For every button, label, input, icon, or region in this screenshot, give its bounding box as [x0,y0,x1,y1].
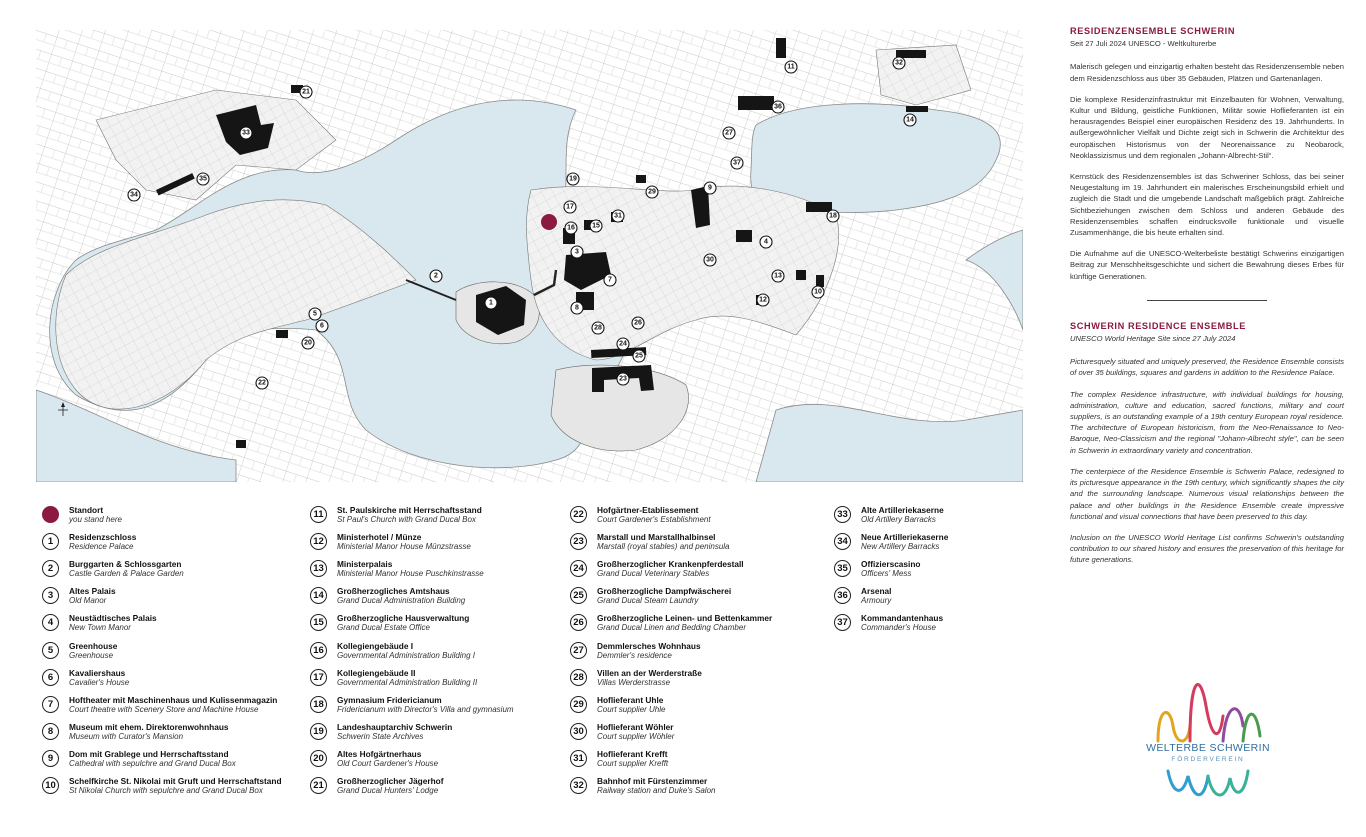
legend-number: 25 [570,587,587,604]
legend-subtitle: you stand here [69,515,122,524]
svg-text:24: 24 [619,340,627,348]
legend-title: Greenhouse [69,641,118,651]
svg-text:27: 27 [725,129,733,137]
legend-subtitle: Ministerial Manor House Puschkinstrasse [337,569,484,578]
map-marker-13[interactable] [772,270,784,282]
legend-subtitle: Armoury [861,596,892,605]
legend-item-standort [42,505,302,531]
legend-title: Arsenal [861,586,892,596]
city-map[interactable] [36,30,1023,482]
legend-subtitle: Commander's House [861,623,936,632]
map-marker-30[interactable] [704,254,716,266]
legend-number: 5 [42,642,59,659]
map-marker-31[interactable] [612,210,624,222]
legend-title: Hoflieferant Uhle [597,695,664,705]
legend-title: Hoflieferant Krefft [597,749,668,759]
legend-number: 15 [310,614,327,631]
map-marker-27[interactable] [723,127,735,139]
legend-subtitle: Court supplier Wöhler [597,732,675,741]
german-text [1070,26,1344,282]
legend-item-32 [570,776,830,802]
legend-number: 12 [310,533,327,550]
logo-arches-icon [1128,666,1288,816]
legend-subtitle: Governmental Administration Building I [337,651,475,660]
legend-item-1 [42,532,302,558]
svg-text:5: 5 [313,310,317,318]
map-marker-15[interactable] [590,220,602,232]
legend-item-3 [42,586,302,612]
legend-item-5 [42,641,302,667]
paragraph-de-2: Die komplexe Residenzinfrastruktur mit Einzelbauten für Wohnen, Verwaltung, Kultur und Bildung, geistliche Funktionen, Militär sowie Hoflieferanten ist ein herausragendes Beispiel einer europäischen Residenz des 19. Jahrhunderts. In außergewöhnlicher Vielfalt und Dichte zeigt sich in Schwerin die Architektur des europäischen Historismus von der Neorenaissance zu Neobarock, Neoklassizismus und dem regionalen „Johann-Albrecht-Stil“. [1070,94,1344,160]
legend-item-15 [310,613,570,639]
svg-text:25: 25 [635,352,643,360]
svg-text:22: 22 [258,379,266,387]
logo-title: WELTERBE SCHWERIN [1146,742,1270,754]
standort-marker [541,214,557,230]
legend-title: Hoftheater mit Maschinenhaus und Kulissenmagazin [69,695,278,705]
legend-number: 2 [42,560,59,577]
map-marker-36[interactable] [772,101,784,113]
svg-text:14: 14 [906,116,914,124]
legend-number: 14 [310,587,327,604]
legend-title: Standort [69,505,104,515]
legend-item-12 [310,532,570,558]
legend-number: 22 [570,506,587,523]
map-marker-23[interactable] [617,373,629,385]
map-marker-28[interactable] [592,322,604,334]
svg-text:6: 6 [320,322,324,330]
legend-subtitle: Cavalier's House [69,678,130,687]
legend-title: Villen an der Werderstraße [597,668,702,678]
legend-subtitle: St Nikolai Church with sepulchre and Grand Ducal Box [69,786,263,795]
legend-number: 1 [42,533,59,550]
map-marker-7[interactable] [604,274,616,286]
legend-number: 29 [570,696,587,713]
legend-item-27 [570,641,830,667]
legend-title: Bahnhof mit Fürstenzimmer [597,776,708,786]
legend-item-33 [834,505,1094,531]
legend-title: Schelfkirche St. Nikolai mit Gruft und Herrschaftstand [69,776,282,786]
legend-subtitle: Governmental Administration Building II [337,678,478,687]
svg-text:13: 13 [774,272,782,280]
legend-title: Hofgärtner-Etablissement [597,505,699,515]
legend-title: Altes Palais [69,586,116,596]
map-canvas [36,30,1023,482]
svg-text:4: 4 [764,238,768,246]
legend-subtitle: Old Court Gardener's House [337,759,439,768]
svg-text:33: 33 [242,129,250,137]
map-marker-34[interactable] [128,189,140,201]
legend-number: 13 [310,560,327,577]
legend-number: 3 [42,587,59,604]
legend-number: 7 [42,696,59,713]
heading-de: RESIDENZENSEMBLE SCHWERIN [1070,26,1236,36]
legend-subtitle: Cathedral with sepulchre and Grand Ducal Box [69,759,236,768]
legend-title: Großherzogliche Hausverwaltung [337,613,470,623]
legend-subtitle: Old Manor [69,596,107,605]
map-marker-6[interactable] [316,320,328,332]
legend-title: Museum mit ehem. Direktorenwohnhaus [69,722,229,732]
map-marker-8[interactable] [571,302,583,314]
legend-subtitle: Grand Ducal Linen and Bedding Chamber [597,623,746,632]
legend-title: Großherzogliche Leinen- und Bettenkammer [597,613,773,623]
svg-text:34: 34 [130,191,138,199]
legend-number: 10 [42,777,59,794]
legend-title: Marstall und Marstallhalbinsel [597,532,716,542]
map-marker-5[interactable] [309,308,321,320]
svg-text:29: 29 [648,188,656,196]
legend-item-36 [834,586,1094,612]
legend-item-35 [834,559,1094,585]
legend-title: Großherzogliches Amtshaus [337,586,450,596]
legend-subtitle: Fridericianum with Director's Villa and gymnasium [337,705,514,714]
map-marker-20[interactable] [302,337,314,349]
legend [42,505,1042,805]
legend-subtitle: Demmler's residence [597,651,672,660]
svg-text:36: 36 [774,103,782,111]
svg-text:8: 8 [575,304,579,312]
legend-item-2 [42,559,302,585]
heading-en: SCHWERIN RESIDENCE ENSEMBLE [1070,320,1246,331]
legend-number: 34 [834,533,851,550]
legend-number: 35 [834,560,851,577]
legend-title: Landeshauptarchiv Schwerin [337,722,453,732]
legend-number: 21 [310,777,327,794]
legend-number: 30 [570,723,587,740]
legend-subtitle: Grand Ducal Estate Office [337,623,430,632]
map-marker-11[interactable] [785,61,797,73]
legend-item-19 [310,722,570,748]
svg-text:35: 35 [199,175,207,183]
legend-title: Ministerhotel / Münze [337,532,422,542]
svg-text:16: 16 [567,224,575,232]
paragraph-en-4: Inclusion on the UNESCO World Heritage List confirms Schwerin's outstanding contribution to our shared history and ensures the preservation of this heritage for future generations. [1070,532,1344,565]
legend-title: Kommandantenhaus [861,613,944,623]
svg-text:9: 9 [708,184,712,192]
legend-title: Offizierscasino [861,559,921,569]
legend-title: Hoflieferant Wöhler [597,722,674,732]
svg-text:12: 12 [759,296,767,304]
paragraph-de-1: Malerisch gelegen und einzigartig erhalten besteht das Residenzensemble neben dem Residenzschloss aus über 35 Gebäuden, Plätzen und Gartenanlagen. [1070,62,1344,83]
map-marker-32[interactable] [893,57,905,69]
legend-item-30 [570,722,830,748]
legend-number: 26 [570,614,587,631]
legend-title: St. Paulskirche mit Herrschaftsstand [337,505,482,515]
svg-text:32: 32 [895,59,903,67]
paragraph-en-2: The complex Residence infrastructure, with individual buildings for housing, administration, culture and education, sacred functions, military and court suppliers, is an outstanding example of a 19th century European royal residence. The architecture of European historicism, from the Neo-Renaissance to Neo-Baroque, Neo-Classicism and the regional "Johann-Albrecht style", can be seen in Schwerin in extraordinary variety and concentration. [1070,389,1344,455]
legend-item-9 [42,749,302,775]
legend-subtitle: Grand Ducal Veterinary Stables [597,569,710,578]
paragraph-en-3: The centerpiece of the Residence Ensemble is Schwerin Palace, redesigned to its picturesque appearance in the 19th century, which significantly shapes the city and the surrounding landscape. Numerous visual relationships between the palace and other buildings in the Residence Ensemble create impressive functional and visual connections that have been preserved to this day. [1070,466,1344,521]
english-text [1070,321,1344,566]
legend-subtitle: Grand Ducal Hunters' Lodge [337,786,439,795]
svg-text:19: 19 [569,175,577,183]
legend-item-21 [310,776,570,802]
paragraph-en-1: Picturesquely situated and uniquely preserved, the Residence Ensemble consists of over 35 buildings, squares and gardens in addition to the Residence Palace. [1070,357,1344,378]
legend-number: 32 [570,777,587,794]
legend-item-16 [310,641,570,667]
legend-item-8 [42,722,302,748]
map-marker-14[interactable] [904,114,916,126]
svg-text:2: 2 [434,272,438,280]
welterbe-logo [1128,666,1288,816]
map-marker-3[interactable] [571,246,583,258]
legend-subtitle: Villas Werderstrasse [597,678,671,687]
legend-subtitle: Castle Garden & Palace Garden [69,569,184,578]
legend-subtitle: Greenhouse [69,651,114,660]
svg-text:7: 7 [608,276,612,284]
svg-text:30: 30 [706,256,714,264]
legend-number: 19 [310,723,327,740]
legend-subtitle: St Paul's Church with Grand Ducal Box [337,515,476,524]
legend-title: Burggarten & Schlossgarten [69,559,182,569]
legend-title: Residenzschloss [69,532,137,542]
legend-item-37 [834,613,1094,639]
svg-text:17: 17 [566,203,574,211]
legend-subtitle: Residence Palace [69,542,134,551]
legend-subtitle: New Artillery Barracks [861,542,940,551]
legend-number: 11 [310,506,327,523]
legend-title: Kollegiengebäude I [337,641,414,651]
legend-item-22 [570,505,830,531]
map-marker-4[interactable] [760,236,772,248]
legend-number: 28 [570,669,587,686]
legend-item-20 [310,749,570,775]
legend-subtitle: Court Gardener's Establishment [597,515,711,524]
legend-item-25 [570,586,830,612]
svg-text:1: 1 [489,299,493,307]
legend-title: Dom mit Grablege und Herrschaftsstand [69,749,229,759]
subheading-de: Seit 27 Juli 2024 UNESCO - Weltkulturerbe [1070,39,1217,49]
legend-number: 27 [570,642,587,659]
map-marker-37[interactable] [731,157,743,169]
legend-number: 16 [310,642,327,659]
legend-number: 6 [42,669,59,686]
map-marker-12[interactable] [757,294,769,306]
legend-item-34 [834,532,1094,558]
map-marker-35[interactable] [197,173,209,185]
legend-title: Großherzogliche Dampfwäscherei [597,586,732,596]
map-marker-24[interactable] [617,338,629,350]
legend-item-26 [570,613,830,639]
legend-title: Neustädtisches Palais [69,613,157,623]
svg-text:3: 3 [575,248,579,256]
legend-item-6 [42,668,302,694]
legend-title: Ministerpalais [337,559,393,569]
legend-number: 18 [310,696,327,713]
legend-item-29 [570,695,830,721]
legend-number: 9 [42,750,59,767]
legend-title: Kavaliershaus [69,668,126,678]
legend-number: 24 [570,560,587,577]
legend-item-4 [42,613,302,639]
map-marker-17[interactable] [564,201,576,213]
legend-number: 37 [834,614,851,631]
svg-text:21: 21 [302,88,310,96]
legend-subtitle: Ministerial Manor House Münzstrasse [337,542,471,551]
legend-title: Alte Artilleriekaserne [861,505,944,515]
legend-subtitle: Officers' Mess [861,569,912,578]
legend-subtitle: Marstall (royal stables) and peninsula [597,542,730,551]
legend-title: Kollegiengebäude II [337,668,416,678]
svg-text:28: 28 [594,324,602,332]
legend-item-23 [570,532,830,558]
map-marker-9[interactable] [704,182,716,194]
svg-text:23: 23 [619,375,627,383]
legend-item-28 [570,668,830,694]
map-marker-16[interactable] [565,222,577,234]
map-marker-25[interactable] [633,350,645,362]
map-marker-1[interactable] [485,297,497,309]
paragraph-de-3: Kernstück des Residenzensembles ist das Schweriner Schloss, das bei seiner Neugestaltung im 19. Jahrhundert ein malerisches Erscheinungsbild erhielt und zugleich die Stadt und die umgebende Landschaft maßgeblich prägt. Zahlreiche Sichtbeziehungen zwischen dem Schloss und anderen Gebäude des Residenzensembles schaffen eindrucksvolle funktionale und visuelle Zusammenhänge, die bis heute erhalten sind. [1070,172,1344,238]
legend-subtitle: Museum with Curator's Mansion [69,732,184,741]
map-marker-21[interactable] [300,86,312,98]
legend-subtitle: Old Artillery Barracks [861,515,936,524]
map-marker-26[interactable] [632,317,644,329]
map-marker-2[interactable] [430,270,442,282]
svg-text:10: 10 [814,288,822,296]
map-marker-29[interactable] [646,186,658,198]
svg-text:15: 15 [592,222,600,230]
legend-number: 31 [570,750,587,767]
svg-text:31: 31 [614,212,622,220]
legend-subtitle: Schwerin State Archives [337,732,424,741]
legend-subtitle: Railway station and Duke's Salon [597,786,716,795]
legend-item-17 [310,668,570,694]
legend-number: 23 [570,533,587,550]
legend-item-7 [42,695,302,721]
legend-number: 33 [834,506,851,523]
legend-number: 17 [310,669,327,686]
map-marker-18[interactable] [827,210,839,222]
svg-text:11: 11 [787,63,795,71]
legend-item-18 [310,695,570,721]
legend-title: Gymnasium Fridericianum [337,695,442,705]
legend-item-13 [310,559,570,585]
legend-number: 36 [834,587,851,604]
legend-title: Großherzoglicher Jägerhof [337,776,444,786]
map-marker-22[interactable] [256,377,268,389]
legend-item-14 [310,586,570,612]
legend-number: 4 [42,614,59,631]
legend-title: Neue Artilleriekaserne [861,532,949,542]
standort-icon [42,506,59,523]
logo-subtitle: FÖRDERVEREIN [1171,756,1245,763]
svg-text:37: 37 [733,159,741,167]
legend-subtitle: Grand Ducal Steam Laundry [597,596,699,605]
legend-subtitle: Court theatre with Scenery Store and Machine House [69,705,259,714]
legend-number: 20 [310,750,327,767]
legend-subtitle: Court supplier Uhle [597,705,666,714]
svg-text:26: 26 [634,319,642,327]
map-marker-33[interactable] [240,127,252,139]
paragraph-de-4: Die Aufnahme auf die UNESCO-Welterbeliste bestätigt Schwerins einzigartigen Beitrag zur Menschheitsgeschichte und sichert die Bewahrung dieses Erbes für künftige Generationen. [1070,249,1344,281]
map-marker-10[interactable] [812,286,824,298]
svg-text:20: 20 [304,339,312,347]
svg-text:18: 18 [829,212,837,220]
info-text [1070,26,1344,576]
legend-item-11 [310,505,570,531]
legend-item-31 [570,749,830,775]
divider [1147,300,1267,301]
legend-subtitle: Court supplier Krefft [597,759,669,768]
legend-title: Demmlersches Wohnhaus [597,641,701,651]
legend-item-24 [570,559,830,585]
map-marker-19[interactable] [567,173,579,185]
legend-title: Altes Hofgärtnerhaus [337,749,422,759]
legend-number: 8 [42,723,59,740]
legend-subtitle: Grand Ducal Administration Building [337,596,466,605]
subheading-en: UNESCO World Heritage Site since 27 July 2024 [1070,334,1236,344]
legend-item-10 [42,776,302,802]
legend-subtitle: New Town Manor [69,623,131,632]
legend-title: Großherzoglicher Krankenpferdestall [597,559,744,569]
